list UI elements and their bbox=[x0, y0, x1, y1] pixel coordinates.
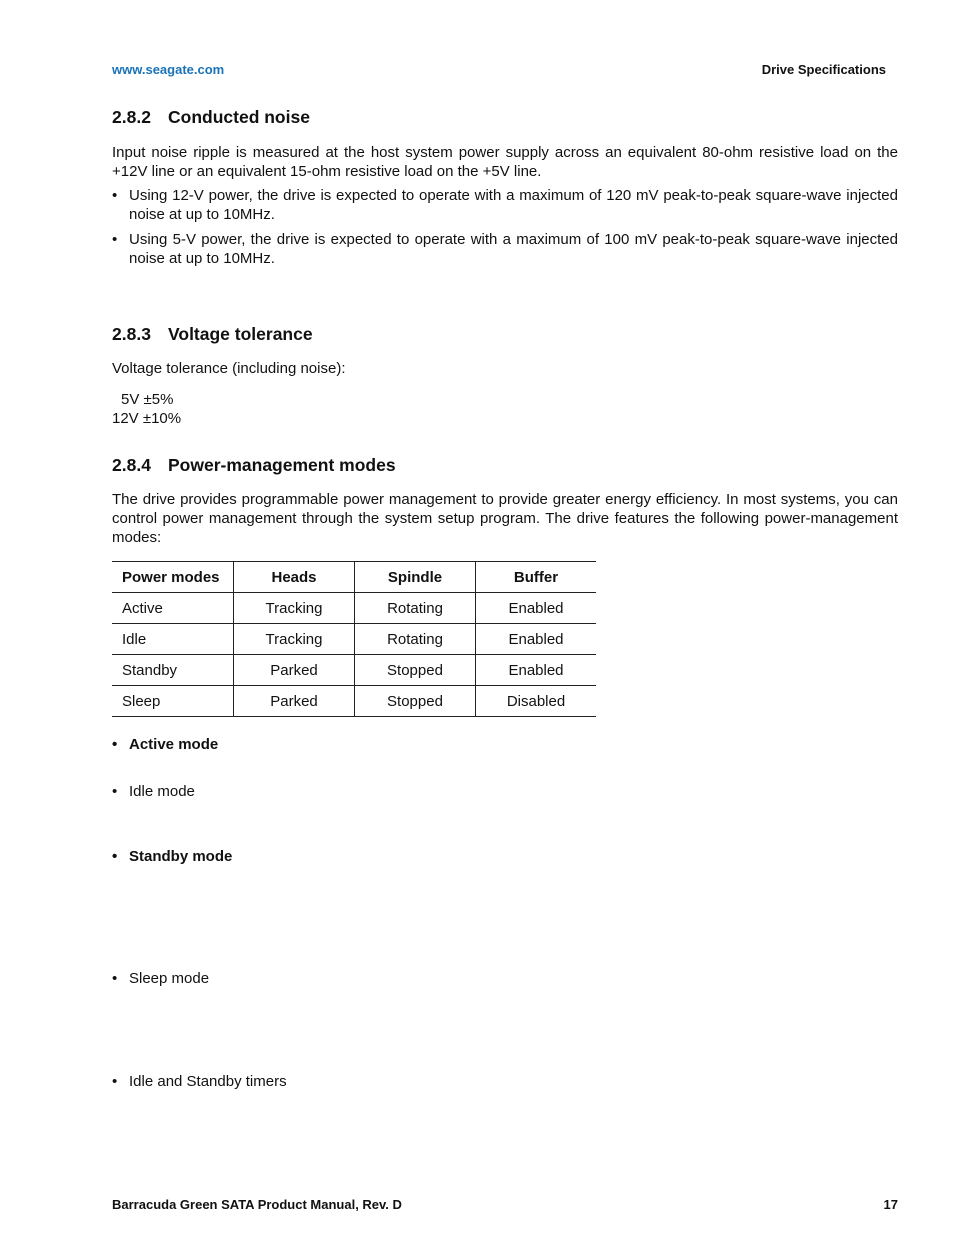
power-management-intro-text: The drive provides programmable power management to provide greater energy efficiency. In most systems, you can control power management through the system setup program. The drive features the following power-management modes: bbox=[112, 491, 898, 546]
heading-title: Voltage tolerance bbox=[168, 324, 313, 344]
mode-label: Sleep mode bbox=[129, 970, 210, 987]
bullet-dot: • bbox=[112, 1073, 118, 1090]
table-cell: Standby bbox=[112, 655, 234, 686]
voltage-5v-line: 5V ±5% bbox=[121, 391, 174, 408]
conducted-noise-intro-text: Input noise ripple is measured at the host system power supply across an equivalent 80-ohm resistive load on the +12V line or an equivalent 15-ohm resistive load on the +5V line. bbox=[112, 144, 898, 180]
table-cell: Tracking bbox=[234, 593, 355, 624]
bullet-dot: • bbox=[112, 736, 118, 753]
table-header-row bbox=[112, 562, 596, 593]
mode-sleep bbox=[112, 969, 512, 988]
column-header-spindle: Spindle bbox=[355, 562, 476, 593]
heading-title: Conducted noise bbox=[168, 107, 310, 127]
mode-idle bbox=[112, 782, 512, 801]
heading-title: Power-management modes bbox=[168, 455, 396, 475]
table-cell: Parked bbox=[234, 686, 355, 717]
list-item bbox=[112, 186, 898, 224]
table-cell: Sleep bbox=[112, 686, 234, 717]
table-cell: Enabled bbox=[476, 624, 597, 655]
heading-number: 2.8.4 bbox=[112, 455, 151, 475]
table-cell: Idle bbox=[112, 624, 234, 655]
table-cell: Active bbox=[112, 593, 234, 624]
table-row bbox=[112, 655, 596, 686]
table-cell: Tracking bbox=[234, 624, 355, 655]
voltage-tolerance-intro: Voltage tolerance (including noise): bbox=[112, 360, 346, 377]
voltage-12v-line: 12V ±10% bbox=[112, 410, 182, 427]
table-row bbox=[112, 593, 596, 624]
mode-active bbox=[112, 735, 512, 754]
mode-label: Idle and Standby timers bbox=[129, 1073, 287, 1090]
bullet-dot: • bbox=[112, 783, 118, 800]
list-item-text: Using 5-V power, the drive is expected to operate with a maximum of 100 mV peak-to-peak square-wave injected noise at up to 10MHz. bbox=[129, 231, 898, 267]
table-row bbox=[112, 686, 596, 717]
power-modes-table bbox=[112, 561, 596, 717]
heading-number: 2.8.3 bbox=[112, 324, 151, 344]
table-cell: Stopped bbox=[355, 686, 476, 717]
heading-voltage-tolerance bbox=[112, 324, 313, 345]
table-cell: Enabled bbox=[476, 655, 597, 686]
table-cell: Enabled bbox=[476, 593, 597, 624]
table-cell: Stopped bbox=[355, 655, 476, 686]
mode-standby bbox=[112, 847, 512, 866]
column-header-heads: Heads bbox=[234, 562, 355, 593]
mode-label: Active mode bbox=[129, 736, 219, 753]
list-item-text: Using 12-V power, the drive is expected to operate with a maximum of 120 mV peak-to-peak square-wave injected noise at up to 10MHz. bbox=[129, 187, 898, 223]
list-item bbox=[112, 230, 898, 268]
bullet-dot: • bbox=[112, 970, 118, 987]
mode-label: Idle mode bbox=[129, 783, 195, 800]
footer-page-number: 17 bbox=[883, 1197, 898, 1212]
table-cell: Parked bbox=[234, 655, 355, 686]
table-cell: Rotating bbox=[355, 624, 476, 655]
power-management-intro bbox=[112, 490, 898, 547]
heading-number: 2.8.2 bbox=[112, 107, 151, 127]
heading-power-management bbox=[112, 455, 396, 476]
table-cell: Rotating bbox=[355, 593, 476, 624]
bullet-dot: • bbox=[112, 231, 118, 248]
column-header-power-modes: Power modes bbox=[112, 562, 234, 593]
heading-conducted-noise bbox=[112, 107, 310, 128]
header-section-title: Drive Specifications bbox=[761, 62, 886, 77]
header-website-link[interactable]: www.seagate.com bbox=[112, 62, 225, 77]
table-row bbox=[112, 624, 596, 655]
bullet-dot: • bbox=[112, 848, 118, 865]
mode-idle-standby-timers bbox=[112, 1072, 512, 1091]
conducted-noise-intro bbox=[112, 143, 898, 181]
bullet-dot: • bbox=[112, 187, 118, 204]
table-cell: Disabled bbox=[476, 686, 597, 717]
footer-manual-title: Barracuda Green SATA Product Manual, Rev. D bbox=[112, 1197, 402, 1212]
mode-label: Standby mode bbox=[129, 848, 233, 865]
column-header-buffer: Buffer bbox=[476, 562, 597, 593]
